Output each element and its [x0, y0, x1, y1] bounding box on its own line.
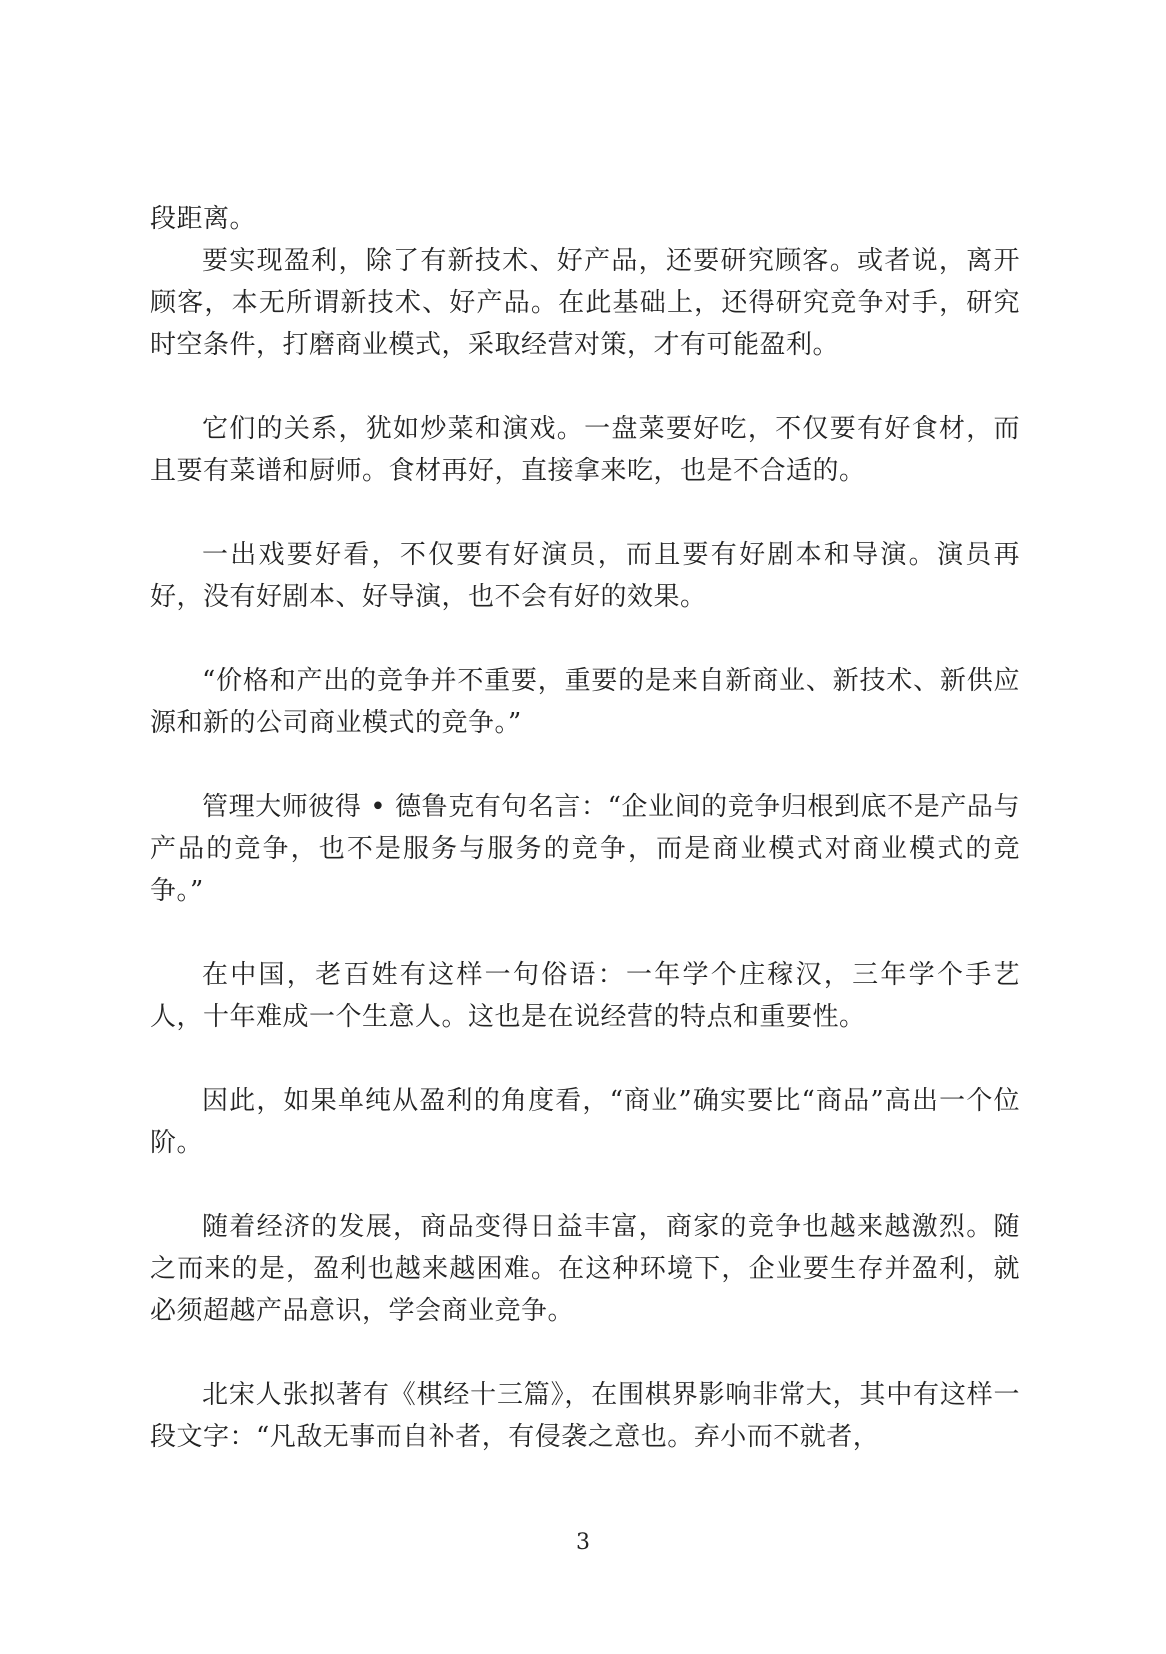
paragraph-go-classic: 北宋人张拟著有《棋经十三篇》，在围棋界影响非常大，其中有这样一段文字：“凡敌无事而自补者，有侵袭之意也。弃小而不就者， — [150, 1380, 1020, 1452]
paragraph-business-rank: 因此，如果单纯从盈利的角度看，“商业”确实要比“商品”高出一个位阶。 — [150, 1086, 1020, 1158]
paragraph-drucker-quote: 管理大师彼得 • 德鲁克有句名言：“企业间的竞争归根到底不是产品与产品的竞争，也不是服务与服务的竞争，而是商业模式对商业模式的竞争。” — [150, 792, 1020, 906]
paragraph-chinese-proverb: 在中国，老百姓有这样一句俗语：一年学个庄稼汉，三年学个手艺人，十年难成一个生意人。这也是在说经营的特点和重要性。 — [150, 960, 1020, 1032]
paragraph-continued: 段距离。 — [150, 204, 257, 234]
paragraph-economic-development: 随着经济的发展，商品变得日益丰富，商家的竞争也越来越激烈。随之而来的是，盈利也越来越困难。在这种环境下，企业要生存并盈利，就必须超越产品意识，学会商业竞争。 — [150, 1212, 1020, 1326]
body-text — [150, 198, 1020, 1458]
page-number: 3 — [576, 1530, 590, 1555]
paragraph-cooking-analogy: 它们的关系，犹如炒菜和演戏。一盘菜要好吃，不仅要有好食材，而且要有菜谱和厨师。食材再好，直接拿来吃，也是不合适的。 — [150, 414, 1020, 486]
paragraph-profit: 要实现盈利，除了有新技术、好产品，还要研究顾客。或者说，离开顾客，本无所谓新技术、好产品。在此基础上，还得研究竞争对手，研究时空条件，打磨商业模式，采取经营对策，才有可能盈利。 — [150, 246, 1020, 360]
paragraph-theater-analogy: 一出戏要好看，不仅要有好演员，而且要有好剧本和导演。演员再好，没有好剧本、好导演，也不会有好的效果。 — [150, 540, 1020, 612]
paragraph-quote-competition: “价格和产出的竞争并不重要，重要的是来自新商业、新技术、新供应源和新的公司商业模式的竞争。” — [150, 666, 1020, 738]
